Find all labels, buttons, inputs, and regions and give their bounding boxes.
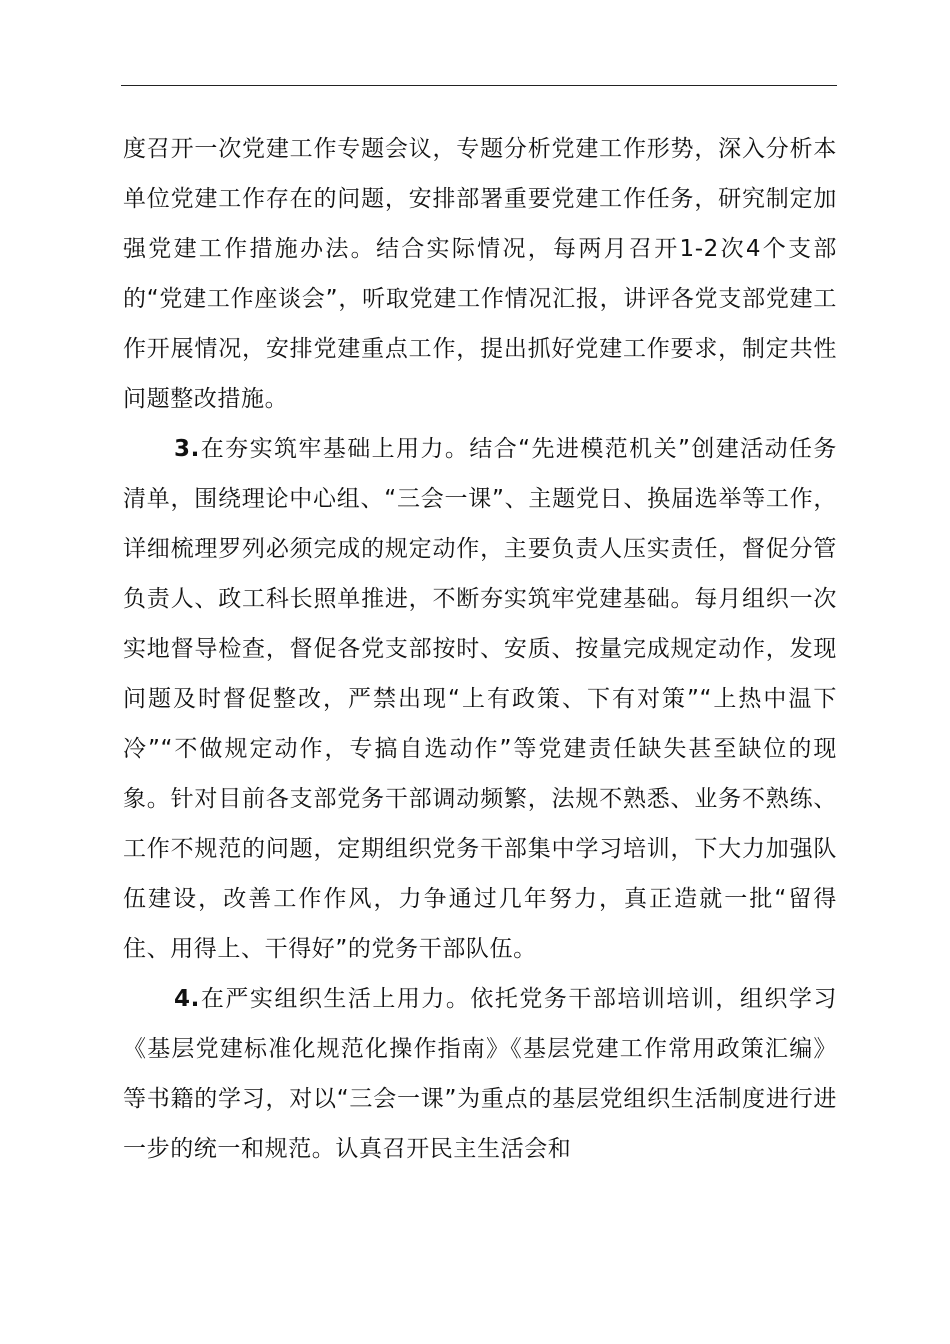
paragraph-text: 在夯实筑牢基础上用力。结合“先进模范机关”创建活动任务清单，围绕理论中心组、“三会一课”、主题党日、换届选举等工作，详细梳理罗列必须完成的规定动作，主要负责人压实责任，督促分管负责人、政工科长照单推进，不断夯实筑牢党建基础。每月组织一次实地督导检查，督促各党支部按时、安质、按量完成规定动作，发现问题及时督促整改，严禁出现“上有政策、下有对策”“上热中温下冷”“不做规定动作，专搞自选动作”等党建责任缺失甚至缺位的现象。针对目前各支部党务干部调动频繁，法规不熟悉、业务不熟练、工作不规范的问题，定期组织党务干部集中学习培训，下大力加强队伍建设，改善工作作风，力争通过几年努力，真正造就一批“留得住、用得上、干得好”的党务干部队伍。 bbox=[123, 436, 837, 962]
paragraph-text: 度召开一次党建工作专题会议，专题分析党建工作形势，深入分析本单位党建工作存在的问题，安排部署重要党建工作任务，研究制定加强党建工作措施办法。结合实际情况，每两月召开1-2次4个支部的“党建工作座谈会”，听取党建工作情况汇报，讲评各党支部党建工作开展情况，安排党建重点工作，提出抓好党建工作要求，制定共性问题整改措施。 bbox=[123, 136, 837, 412]
paragraph-4 bbox=[123, 974, 837, 1174]
header-rule bbox=[121, 85, 837, 86]
paragraph-number: 3. bbox=[174, 436, 200, 462]
paragraph-continued bbox=[123, 124, 837, 424]
paragraph-3 bbox=[123, 424, 837, 974]
paragraph-text: 在严实组织生活上用力。依托党务干部培训培训，组织学习《基层党建标准化规范化操作指南》《基层党建工作常用政策汇编》等书籍的学习，对以“三会一课”为重点的基层党组织生活制度进行进一步的统一和规范。认真召开民主生活会和 bbox=[123, 986, 837, 1162]
paragraph-number: 4. bbox=[174, 986, 200, 1012]
document-body bbox=[123, 124, 837, 1174]
